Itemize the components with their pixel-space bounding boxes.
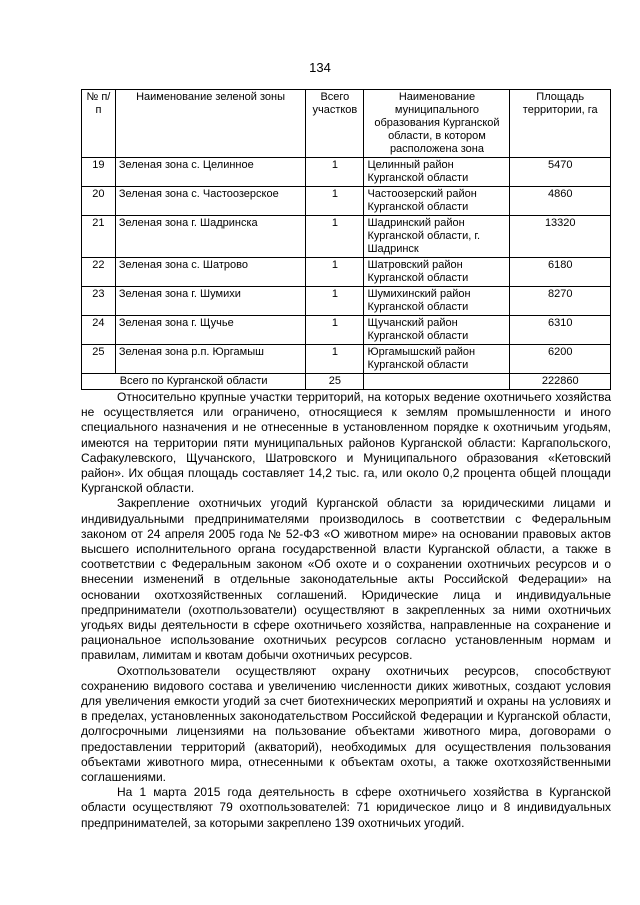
cell-area: 6200 — [510, 345, 611, 374]
cell-count: 1 — [306, 258, 364, 287]
header-area: Площадь территории, га — [510, 90, 611, 158]
header-number: № п/п — [82, 90, 116, 158]
table-row — [82, 216, 611, 258]
cell-area: 4860 — [510, 187, 611, 216]
cell-count: 1 — [306, 216, 364, 258]
cell-zone-name: Зеленая зона г. Шадринска — [115, 216, 305, 258]
cell-zone-name: Зеленая зона г. Щучье — [115, 316, 305, 345]
green-zones-table — [81, 89, 611, 390]
cell-zone-name: Зеленая зона г. Шумихи — [115, 287, 305, 316]
cell-number: 19 — [82, 158, 116, 187]
cell-municipality: Частоозерский район Курганской области — [364, 187, 510, 216]
cell-area: 8270 — [510, 287, 611, 316]
cell-count: 1 — [306, 345, 364, 374]
total-count: 25 — [306, 374, 364, 390]
cell-zone-name: Зеленая зона с. Частоозерское — [115, 187, 305, 216]
table-row — [82, 345, 611, 374]
cell-municipality: Шумихинский район Курганской области — [364, 287, 510, 316]
cell-area: 13320 — [510, 216, 611, 258]
paragraph-hunting-grounds-assignment: Закрепление охотничьих угодий Курганской области за юридическими лицами и индивидуальными предпринимателями производилось в соответствии с Федеральным законом от 24 апреля 2005 года № 52-ФЗ «О животном мире» на основании правовых актов высшего исполнительного органа государственной власти Курганской области, а также в соответствии с Федеральным законом «Об охоте и о сохранении охотничьих ресурсов и о внесении изменений в отдельные законодательные акты Российской Федерации» на основании охотхозяйственных соглашений. Юридические лица и индивидуальные предприниматели (охотпользователи) осуществляют в закрепленных за ними охотничьих угодьях виды деятельности в сфере охотничьего хозяйства, направленные на сохранение и рациональное использование охотничьих ресурсов согласно установленным нормам и правилам, лимитам и квотам добычи охотничьих ресурсов. — [81, 496, 611, 663]
cell-municipality: Юргамышский район Курганской области — [364, 345, 510, 374]
total-label: Всего по Курганской области — [82, 374, 306, 390]
table-row — [82, 316, 611, 345]
page-number: 134 — [309, 60, 331, 75]
body-text — [81, 390, 611, 831]
table-row — [82, 158, 611, 187]
cell-number: 21 — [82, 216, 116, 258]
cell-number: 23 — [82, 287, 116, 316]
cell-area: 6310 — [510, 316, 611, 345]
cell-count: 1 — [306, 287, 364, 316]
cell-number: 25 — [82, 345, 116, 374]
total-municipality — [364, 374, 510, 390]
cell-zone-name: Зеленая зона с. Шатрово — [115, 258, 305, 287]
paragraph-hunting-users-duties: Охотпользователи осуществляют охрану охотничьих ресурсов, способствуют сохранению видового состава и увеличению численности диких животных, создают условия для увеличения емкости угодий за счет биотехнических мероприятий и охраны на условиях и в пределах, установленных законодательством Российской Федерации и Курганской области, долгосрочными лицензиями на пользование объектами животного мира, договорами о предоставлении территорий (акваторий), необходимых для осуществления пользования объектами животного мира, отнесенными к объектам охоты, а также охотхозяйственными соглашениями. — [81, 663, 611, 785]
cell-area: 5470 — [510, 158, 611, 187]
cell-municipality: Шадринский район Курганской области, г. Шадринск — [364, 216, 510, 258]
cell-number: 20 — [82, 187, 116, 216]
table-total-row — [82, 374, 611, 390]
paragraph-hunting-users-count: На 1 марта 2015 года деятельность в сфере охотничьего хозяйства в Курганской области осуществляют 79 охотпользователей: 71 юридическое лицо и 8 индивидуальных предпринимателей, за которыми закреплено 139 охотничьих угодий. — [81, 785, 611, 830]
table-row — [82, 187, 611, 216]
table-row — [82, 258, 611, 287]
cell-area: 6180 — [510, 258, 611, 287]
header-count: Всего участков — [306, 90, 364, 158]
cell-number: 22 — [82, 258, 116, 287]
header-municipality: Наименование муниципального образования Курганской области, в котором расположена зона — [364, 90, 510, 158]
paragraph-restricted-areas: Относительно крупные участки территорий, на которых ведение охотничьего хозяйства не осуществляется или ограничено, относящиеся к землям промышленности и иного специального назначения и не отнесенные в установленном порядке к охотничьим угодьям, имеются на территории пяти муниципальных районов Курганской области: Каргапольского, Сафакулевского, Щучанского, Шатровского и Муниципального образования «Кетовский район». Их общая площадь составляет 14,2 тыс. га, или около 0,2 процента общей площади Курганской области. — [81, 390, 611, 496]
header-zone-name: Наименование зеленой зоны — [115, 90, 305, 158]
total-area: 222860 — [510, 374, 611, 390]
cell-count: 1 — [306, 158, 364, 187]
cell-count: 1 — [306, 187, 364, 216]
cell-municipality: Щучанский район Курганской области — [364, 316, 510, 345]
cell-municipality: Шатровский район Курганской области — [364, 258, 510, 287]
cell-number: 24 — [82, 316, 116, 345]
cell-zone-name: Зеленая зона с. Целинное — [115, 158, 305, 187]
table-row — [82, 287, 611, 316]
cell-zone-name: Зеленая зона р.п. Юргамыш — [115, 345, 305, 374]
cell-municipality: Целинный район Курганской области — [364, 158, 510, 187]
table-header-row — [82, 90, 611, 158]
cell-count: 1 — [306, 316, 364, 345]
